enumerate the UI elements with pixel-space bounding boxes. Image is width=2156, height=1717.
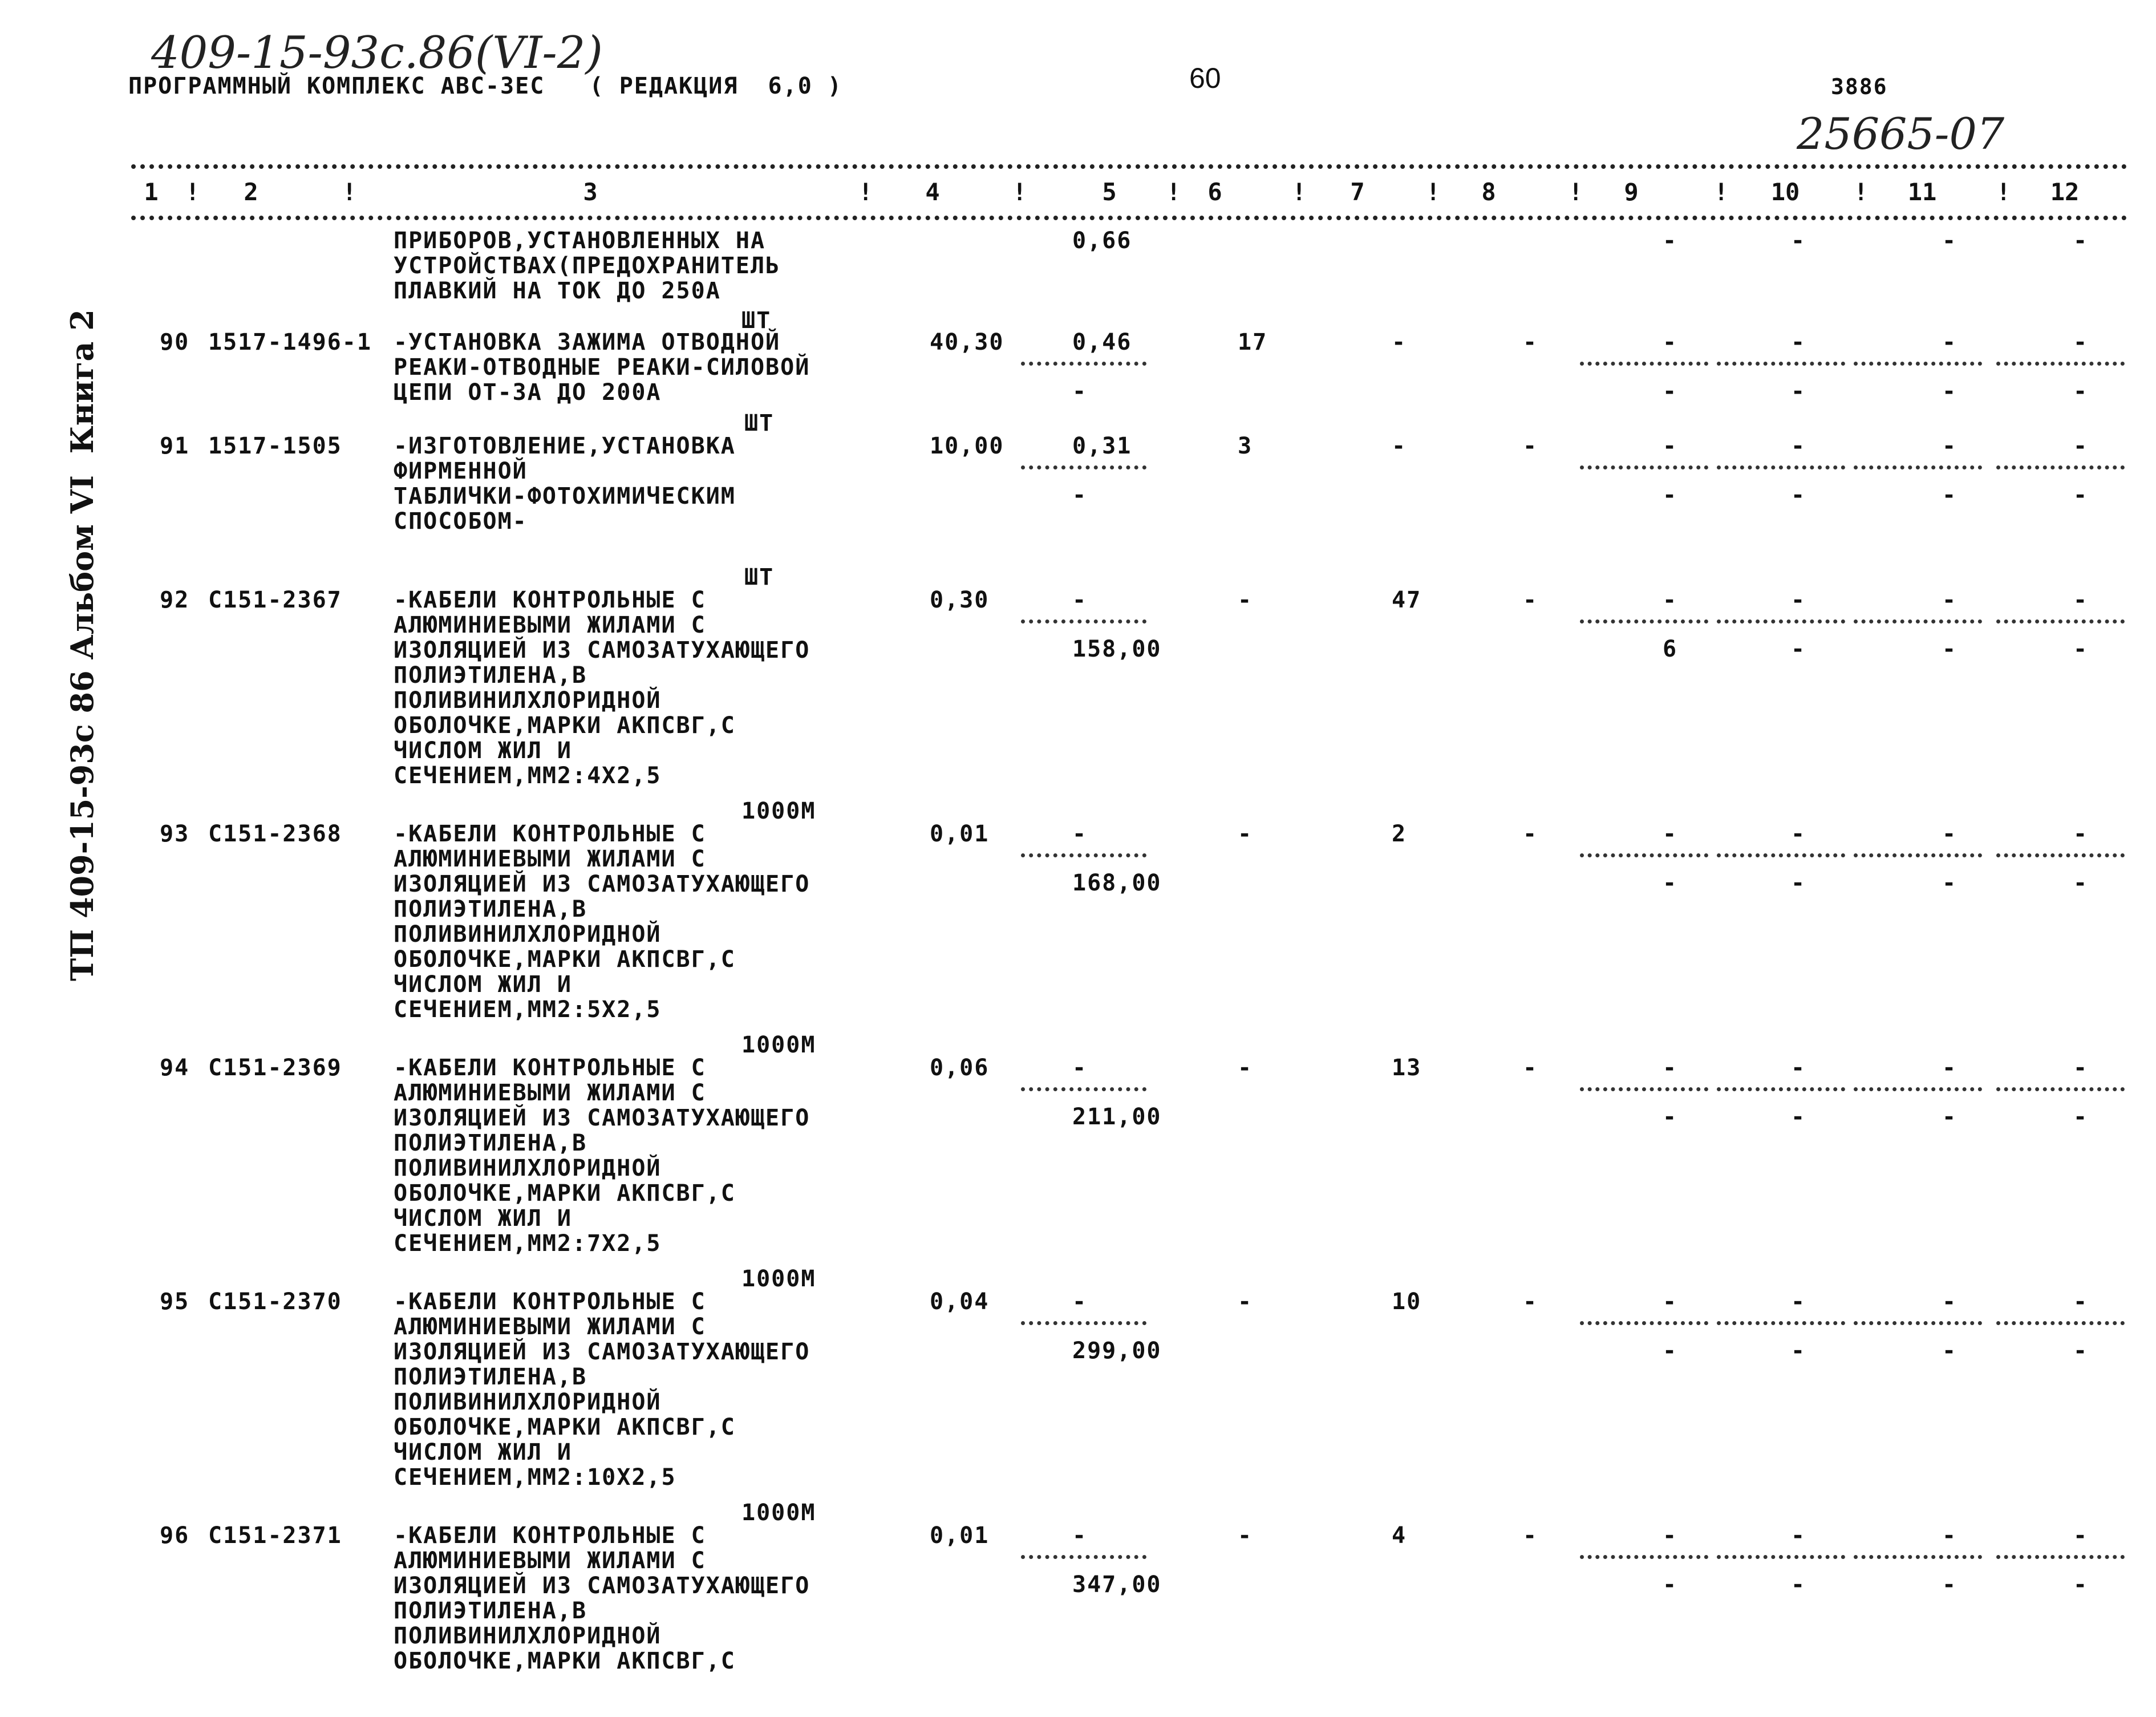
column-header-8: 8	[1481, 178, 1496, 206]
side-album-label: ТП 409-15-93с 86 Альбом VI Книга 2	[64, 309, 100, 981]
column-header-7: 7	[1350, 178, 1365, 206]
dotted-divider-col-10	[1717, 1321, 1845, 1325]
cell-col-11: -	[1942, 433, 1958, 459]
column-separator: !	[1714, 178, 1729, 206]
cell-col-11-lower: -	[1942, 636, 1958, 662]
dotted-divider-col-10	[1717, 853, 1845, 857]
cell-col-8: -	[1523, 587, 1538, 613]
cell-col-11: -	[1942, 228, 1958, 254]
dotted-divider-col-5	[1021, 1321, 1146, 1325]
cell-col-11: -	[1942, 1055, 1958, 1081]
cell-col-12: -	[2073, 329, 2089, 355]
cell-col-11: -	[1942, 587, 1958, 613]
column-separator: !	[1292, 178, 1307, 206]
cell-col-12-lower: -	[2073, 482, 2089, 508]
cell-col-4: 0,01	[930, 821, 990, 847]
dotted-divider-col-11	[1854, 853, 1982, 857]
header-top-rule	[131, 164, 2127, 169]
cell-col-9: -	[1663, 228, 1678, 254]
column-separator: !	[1996, 178, 2011, 206]
row-number: 91	[160, 433, 190, 459]
cell-col-5-lower: 299,00	[1072, 1338, 1162, 1364]
description-line: ЦЕПИ ОТ-3А ДО 200А	[394, 379, 662, 406]
cell-col-5: -	[1072, 1522, 1088, 1549]
cell-col-9: -	[1663, 329, 1678, 355]
column-separator: !	[185, 178, 200, 206]
cell-col-6: -	[1238, 1522, 1253, 1549]
cell-col-9: -	[1663, 587, 1678, 613]
cell-col-4: 0,30	[930, 587, 990, 613]
cell-col-12-lower: -	[2073, 1104, 2089, 1130]
description-line: -КАБЕЛИ КОНТРОЛЬНЫЕ С	[394, 821, 706, 847]
description-line: ПОЛИЭТИЛЕНА,В	[394, 1598, 587, 1624]
description-line: -ИЗГОТОВЛЕНИЕ,УСТАНОВКА	[394, 433, 736, 459]
dotted-divider-col-12	[1996, 853, 2125, 857]
unit-label: 1000М	[741, 798, 816, 824]
cell-col-8: -	[1523, 1055, 1538, 1081]
description-line: -КАБЕЛИ КОНТРОЛЬНЫЕ С	[394, 1055, 706, 1081]
row-number: 92	[160, 587, 190, 613]
description-line: ПОЛИВИНИЛХЛОРИДНОЙ	[394, 1155, 662, 1181]
cell-col-7: 13	[1392, 1055, 1422, 1081]
dotted-divider-col-9	[1580, 853, 1708, 857]
cell-col-9-lower: -	[1663, 870, 1678, 896]
dotted-divider-col-11	[1854, 465, 1982, 469]
cell-col-8: -	[1523, 1522, 1538, 1549]
dotted-divider-col-10	[1717, 1555, 1845, 1559]
description-line: ИЗОЛЯЦИЕЙ ИЗ САМОЗАТУХАЮЩЕГО	[394, 871, 810, 897]
description-line: АЛЮМИНИЕВЫМИ ЖИЛАМИ С	[394, 1080, 706, 1106]
dotted-divider-col-5	[1021, 619, 1146, 623]
dotted-divider-col-5	[1021, 1087, 1146, 1091]
cell-col-7: 4	[1392, 1522, 1407, 1549]
cell-col-9: -	[1663, 433, 1678, 459]
cell-col-12-lower: -	[2073, 378, 2089, 404]
cell-col-12: -	[2073, 228, 2089, 254]
description-line: ФИРМЕННОЙ	[394, 458, 528, 484]
cell-col-12: -	[2073, 1055, 2089, 1081]
column-header-12: 12	[2050, 178, 2080, 206]
cell-col-11-lower: -	[1942, 1104, 1958, 1130]
cell-col-6: -	[1238, 1289, 1253, 1315]
description-line: -КАБЕЛИ КОНТРОЛЬНЫЕ С	[394, 587, 706, 613]
cell-col-8: -	[1523, 433, 1538, 459]
description-line: ИЗОЛЯЦИЕЙ ИЗ САМОЗАТУХАЮЩЕГО	[394, 1105, 810, 1131]
unit-label: ШТ	[744, 410, 775, 436]
cell-col-10: -	[1791, 821, 1806, 847]
unit-label: 1000М	[741, 1032, 816, 1058]
cell-col-10-lower: -	[1791, 378, 1806, 404]
cell-col-5: -	[1072, 821, 1088, 847]
dotted-divider-col-10	[1717, 619, 1845, 623]
cell-col-11: -	[1942, 1522, 1958, 1549]
cell-col-8: -	[1523, 1289, 1538, 1315]
cell-col-9: -	[1663, 1289, 1678, 1315]
cell-col-5-lower: 168,00	[1072, 870, 1162, 896]
rate-code: 1517-1496-1	[208, 329, 372, 355]
cell-col-9-lower: -	[1663, 1572, 1678, 1598]
dotted-divider-col-12	[1996, 362, 2125, 366]
description-line: СЕЧЕНИЕМ,ММ2:5Х2,5	[394, 997, 662, 1023]
column-separator: !	[858, 178, 873, 206]
handwritten-number: 25665-07	[1797, 108, 2005, 159]
cell-col-10-lower: -	[1791, 636, 1806, 662]
description-line: ИЗОЛЯЦИЕЙ ИЗ САМОЗАТУХАЮЩЕГО	[394, 637, 810, 663]
cell-col-10: -	[1791, 228, 1806, 254]
column-header-10: 10	[1770, 178, 1800, 206]
description-line: ИЗОЛЯЦИЕЙ ИЗ САМОЗАТУХАЮЩЕГО	[394, 1573, 810, 1599]
cell-col-12: -	[2073, 821, 2089, 847]
cell-col-9-lower: -	[1663, 482, 1678, 508]
dotted-divider-col-5	[1021, 465, 1146, 469]
program-line: ПРОГРАММНЫЙ КОМПЛЕКС АВС-ЗЕС ( РЕДАКЦИЯ 6,0 )	[128, 73, 842, 99]
rate-code: С151-2367	[208, 587, 342, 613]
cell-col-11-lower: -	[1942, 1572, 1958, 1598]
description-line: СЕЧЕНИЕМ,ММ2:7Х2,5	[394, 1230, 662, 1257]
cell-col-8: -	[1523, 821, 1538, 847]
description-line: ЧИСЛОМ ЖИЛ И	[394, 1439, 572, 1465]
description-line: СЕЧЕНИЕМ,ММ2:4Х2,5	[394, 763, 662, 789]
cell-col-6: -	[1238, 1055, 1253, 1081]
description-line: -КАБЕЛИ КОНТРОЛЬНЫЕ С	[394, 1289, 706, 1315]
dotted-divider-col-9	[1580, 1321, 1708, 1325]
rate-code: С151-2370	[208, 1289, 342, 1315]
column-separator: !	[1569, 178, 1583, 206]
cell-col-9-lower: -	[1663, 1338, 1678, 1364]
row-number: 90	[160, 329, 190, 355]
cell-col-12-lower: -	[2073, 1338, 2089, 1364]
small-number: 3886	[1831, 74, 1888, 99]
dotted-divider-col-9	[1580, 1087, 1708, 1091]
cell-col-7: -	[1392, 329, 1407, 355]
description-line: ПОЛИЭТИЛЕНА,В	[394, 1364, 587, 1390]
unit-label: ШТ	[741, 307, 772, 334]
description-line: АЛЮМИНИЕВЫМИ ЖИЛАМИ С	[394, 1314, 706, 1340]
column-separator: !	[1166, 178, 1181, 206]
unit-label: 1000М	[741, 1500, 816, 1526]
dotted-divider-col-10	[1717, 465, 1845, 469]
description-line: АЛЮМИНИЕВЫМИ ЖИЛАМИ С	[394, 612, 706, 638]
cell-col-9-lower: -	[1663, 378, 1678, 404]
unit-label: 1000М	[741, 1266, 816, 1292]
column-separator: !	[1012, 178, 1027, 206]
cell-col-4: 0,04	[930, 1289, 990, 1315]
cell-col-9-lower: 6	[1663, 636, 1678, 662]
description-line: ПЛАВКИЙ НА ТОК ДО 250А	[394, 278, 721, 304]
description-line: ТАБЛИЧКИ-ФОТОХИМИЧЕСКИМ	[394, 483, 736, 509]
rate-code: 1517-1505	[208, 433, 342, 459]
cell-col-9: -	[1663, 821, 1678, 847]
column-separator: !	[342, 178, 357, 206]
description-line: ПОЛИЭТИЛЕНА,В	[394, 1130, 587, 1156]
dotted-divider-col-11	[1854, 1555, 1982, 1559]
row-number: 93	[160, 821, 190, 847]
description-line: УСТРОЙСТВАХ(ПРЕДОХРАНИТЕЛЬ	[394, 253, 781, 279]
cell-col-6: -	[1238, 821, 1253, 847]
cell-col-10: -	[1791, 587, 1806, 613]
description-line: ОБОЛОЧКЕ,МАРКИ АКПСВГ,С	[394, 1180, 736, 1206]
cell-col-7: -	[1392, 433, 1407, 459]
column-header-4: 4	[925, 178, 940, 206]
cell-col-11: -	[1942, 1289, 1958, 1315]
description-line: ОБОЛОЧКЕ,МАРКИ АКПСВГ,С	[394, 946, 736, 973]
column-header-5: 5	[1102, 178, 1117, 206]
dotted-divider-col-5	[1021, 853, 1146, 857]
description-line: ЧИСЛОМ ЖИЛ И	[394, 738, 572, 764]
dotted-divider-col-12	[1996, 1555, 2125, 1559]
description-line: АЛЮМИНИЕВЫМИ ЖИЛАМИ С	[394, 846, 706, 872]
dotted-divider-col-10	[1717, 1087, 1845, 1091]
cell-col-7: 2	[1392, 821, 1407, 847]
dotted-divider-col-11	[1854, 1321, 1982, 1325]
cell-col-12-lower: -	[2073, 870, 2089, 896]
dotted-divider-col-12	[1996, 1321, 2125, 1325]
row-number: 96	[160, 1522, 190, 1549]
page-number: 60	[1189, 62, 1221, 94]
cell-col-10-lower: -	[1791, 1338, 1806, 1364]
description-line: ПОЛИЭТИЛЕНА,В	[394, 896, 587, 922]
description-line: ОБОЛОЧКЕ,МАРКИ АКПСВГ,С	[394, 1414, 736, 1440]
unit-label: ШТ	[744, 564, 775, 590]
cell-col-12: -	[2073, 433, 2089, 459]
cell-col-10-lower: -	[1791, 870, 1806, 896]
dotted-divider-col-10	[1717, 362, 1845, 366]
description-line: ИЗОЛЯЦИЕЙ ИЗ САМОЗАТУХАЮЩЕГО	[394, 1339, 810, 1365]
cell-col-4: 10,00	[930, 433, 1004, 459]
cell-col-10-lower: -	[1791, 482, 1806, 508]
cell-col-10-lower: -	[1791, 1104, 1806, 1130]
cell-col-5: -	[1072, 1055, 1088, 1081]
cell-col-10: -	[1791, 433, 1806, 459]
cell-col-9: -	[1663, 1522, 1678, 1549]
description-line: ЧИСЛОМ ЖИЛ И	[394, 971, 572, 998]
rate-code: С151-2368	[208, 821, 342, 847]
handwritten-document-code: 409-15-93с.86(VI-2)	[151, 27, 603, 79]
cell-col-5-lower: -	[1072, 378, 1088, 404]
cell-col-11: -	[1942, 329, 1958, 355]
column-header-1: 1	[144, 178, 159, 206]
cell-col-5: 0,66	[1072, 228, 1132, 254]
description-line: ПОЛИВИНИЛХЛОРИДНОЙ	[394, 1389, 662, 1415]
cell-col-10: -	[1791, 1055, 1806, 1081]
column-header-3: 3	[583, 178, 598, 206]
cell-col-7: 47	[1392, 587, 1422, 613]
cell-col-5-lower: 211,00	[1072, 1104, 1162, 1130]
dotted-divider-col-11	[1854, 619, 1982, 623]
cell-col-12-lower: -	[2073, 636, 2089, 662]
cell-col-12-lower: -	[2073, 1572, 2089, 1598]
cell-col-11-lower: -	[1942, 870, 1958, 896]
rate-code: С151-2369	[208, 1055, 342, 1081]
cell-col-5-lower: 158,00	[1072, 636, 1162, 662]
header-bottom-rule	[131, 216, 2127, 220]
column-header-2: 2	[244, 178, 258, 206]
description-line: ПОЛИВИНИЛХЛОРИДНОЙ	[394, 921, 662, 947]
cell-col-5-lower: 347,00	[1072, 1572, 1162, 1598]
row-number: 94	[160, 1055, 190, 1081]
description-line: ЧИСЛОМ ЖИЛ И	[394, 1205, 572, 1232]
description-line: ПОЛИВИНИЛХЛОРИДНОЙ	[394, 687, 662, 714]
description-line: ОБОЛОЧКЕ,МАРКИ АКПСВГ,С	[394, 712, 736, 739]
cell-col-5: -	[1072, 587, 1088, 613]
description-line: СПОСОБОМ-	[394, 508, 528, 534]
column-header-6: 6	[1207, 178, 1222, 206]
cell-col-7: 10	[1392, 1289, 1422, 1315]
dotted-divider-col-9	[1580, 465, 1708, 469]
cell-col-11-lower: -	[1942, 482, 1958, 508]
cell-col-5: 0,31	[1072, 433, 1132, 459]
description-line: АЛЮМИНИЕВЫМИ ЖИЛАМИ С	[394, 1548, 706, 1574]
cell-col-12: -	[2073, 587, 2089, 613]
description-line: ОБОЛОЧКЕ,МАРКИ АКПСВГ,С	[394, 1648, 736, 1674]
column-header-11: 11	[1907, 178, 1937, 206]
description-line: РЕАКИ-ОТВОДНЫЕ РЕАКИ-СИЛОВОЙ	[394, 354, 810, 380]
cell-col-6: 3	[1238, 433, 1253, 459]
column-separator: !	[1426, 178, 1441, 206]
cell-col-4: 0,01	[930, 1522, 990, 1549]
dotted-divider-col-9	[1580, 362, 1708, 366]
cell-col-6: 17	[1238, 329, 1268, 355]
cell-col-5-lower: -	[1072, 482, 1088, 508]
dotted-divider-col-11	[1854, 1087, 1982, 1091]
description-line: ПРИБОРОВ,УСТАНОВЛЕННЫХ НА	[394, 228, 766, 254]
dotted-divider-col-12	[1996, 465, 2125, 469]
description-line: СЕЧЕНИЕМ,ММ2:10Х2,5	[394, 1464, 676, 1491]
column-header-9: 9	[1624, 178, 1639, 206]
description-line: -УСТАНОВКА ЗАЖИМА ОТВОДНОЙ	[394, 329, 781, 355]
cell-col-11-lower: -	[1942, 1338, 1958, 1364]
description-line: ПОЛИЭТИЛЕНА,В	[394, 662, 587, 689]
cell-col-6: -	[1238, 587, 1253, 613]
cell-col-10-lower: -	[1791, 1572, 1806, 1598]
description-line: ПОЛИВИНИЛХЛОРИДНОЙ	[394, 1623, 662, 1649]
cell-col-4: 40,30	[930, 329, 1004, 355]
cell-col-9: -	[1663, 1055, 1678, 1081]
cell-col-12: -	[2073, 1289, 2089, 1315]
dotted-divider-col-5	[1021, 362, 1146, 366]
cell-col-10: -	[1791, 329, 1806, 355]
rate-code: С151-2371	[208, 1522, 342, 1549]
row-number: 95	[160, 1289, 190, 1315]
cell-col-8: -	[1523, 329, 1538, 355]
description-line: -КАБЕЛИ КОНТРОЛЬНЫЕ С	[394, 1522, 706, 1549]
dotted-divider-col-11	[1854, 362, 1982, 366]
cell-col-5: 0,46	[1072, 329, 1132, 355]
cell-col-10: -	[1791, 1289, 1806, 1315]
dotted-divider-col-12	[1996, 1087, 2125, 1091]
cell-col-11: -	[1942, 821, 1958, 847]
cell-col-5: -	[1072, 1289, 1088, 1315]
cell-col-10: -	[1791, 1522, 1806, 1549]
dotted-divider-col-9	[1580, 619, 1708, 623]
dotted-divider-col-5	[1021, 1555, 1146, 1559]
dotted-divider-col-12	[1996, 619, 2125, 623]
dotted-divider-col-9	[1580, 1555, 1708, 1559]
cell-col-9-lower: -	[1663, 1104, 1678, 1130]
cell-col-4: 0,06	[930, 1055, 990, 1081]
cell-col-11-lower: -	[1942, 378, 1958, 404]
cell-col-12: -	[2073, 1522, 2089, 1549]
column-separator: !	[1854, 178, 1869, 206]
